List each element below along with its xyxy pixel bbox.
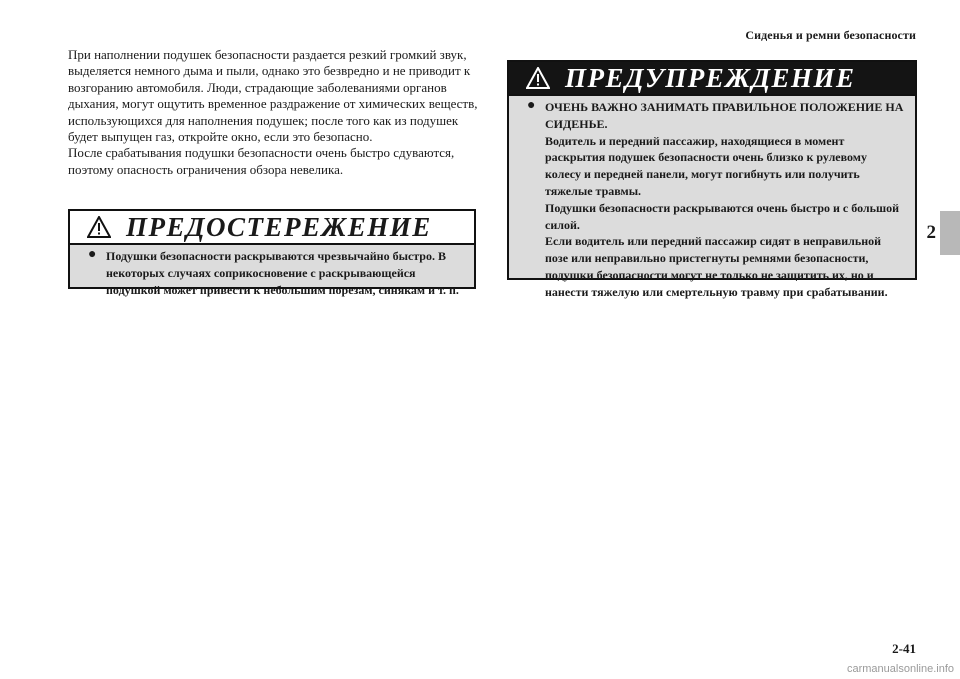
warning-line-1: Водитель и передний пассажир, находящиеся в момент раскрытия подушек безопасности очень близко к рулевому колесу и передней панели, могут погибнуть или получить тяжелые травмы. [545, 133, 867, 198]
bullet-icon: ● [527, 98, 536, 113]
page-number: 2-41 [892, 641, 916, 656]
warning-triangle-icon [523, 64, 553, 92]
watermark: carmanualsonline.info [846, 663, 954, 675]
warning-triangle-icon [84, 213, 114, 241]
caution-title: ПРЕДОСТЕРЕЖЕНИЕ [126, 211, 432, 242]
body-paragraph-1: При наполнении подушек безопасности раздается резкий громкий звук, выделяется немного дыма и пыли, однако это безвредно и не приводит к возгоранию автомобиля. Люди, страдающие заболеваниями органов дыхания, могут ощутить временное раздражение от химических веществ, использующихся для наполнения подушек; после того как из подушек будет выпущен газ, откройте окно, если это безопасно. [68, 47, 478, 145]
caution-box-header [70, 211, 474, 245]
warning-body [509, 96, 915, 301]
page-header-title: Сиденья и ремни безопасности [745, 28, 916, 42]
caution-body [70, 245, 474, 298]
caution-text: Подушки безопасности раскрываются чрезвычайно быстро. В некоторых случаях соприкосновение с раскрывающейся подушкой может привести к небольшим порезам, синякам и т. п. [106, 249, 459, 297]
warning-box [507, 60, 917, 299]
warning-title: ПРЕДУПРЕЖДЕНИЕ [565, 62, 856, 93]
warning-heading: ОЧЕНЬ ВАЖНО ЗАНИМАТЬ ПРАВИЛЬНОЕ ПОЛОЖЕНИЕ НА СИДЕНЬЕ. [545, 100, 904, 131]
warning-box-header [509, 62, 915, 96]
body-text [68, 47, 478, 178]
warning-line-3: Если водитель или передний пассажир сидят в неправильной позе или неправильно пристегнуты ремнями безопасности, подушки безопасности могут не только не защитить их, но и нанести тяжелую или смертельную травму при срабатывании. [545, 234, 888, 299]
chapter-tab [940, 211, 960, 255]
body-paragraph-2: После срабатывания подушки безопасности очень быстро сдуваются, поэтому опасность ограничения обзора невелика. [68, 145, 455, 177]
caution-box [68, 209, 476, 297]
warning-line-2: Подушки безопасности раскрываются очень быстро и с большой силой. [545, 200, 900, 232]
bullet-icon: ● [88, 247, 97, 262]
chapter-number: 2 [926, 222, 936, 243]
